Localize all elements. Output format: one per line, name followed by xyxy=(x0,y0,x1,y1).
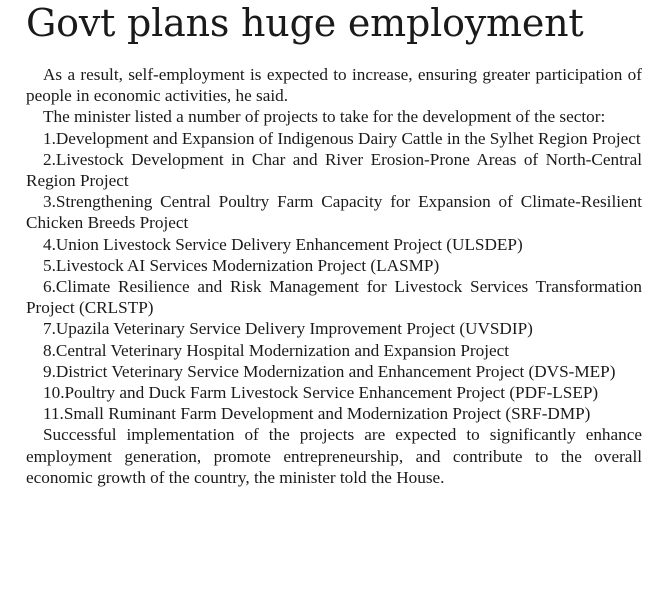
headline: Govt plans huge employment xyxy=(26,1,584,45)
project-item: 8.Central Veterinary Hospital Modernization and Expansion Project xyxy=(43,340,510,360)
project-item: 9.District Veterinary Service Modernization and Enhancement Project (DVS-MEP) xyxy=(43,361,616,381)
project-item: 1.Development and Expansion of Indigenous Dairy Cattle in the Sylhet Region Project xyxy=(43,128,641,148)
paragraph-conclusion: Successful implementation of the projects are expected to significantly enhance employment generation, promote entrepreneurship, and contribute to the overall economic growth of the country, the minister told the House. xyxy=(26,425,642,487)
project-item: 7.Upazila Veterinary Service Delivery Improvement Project (UVSDIP) xyxy=(43,319,533,339)
project-item: 10.Poultry and Duck Farm Livestock Service Enhancement Project (PDF-LSEP) xyxy=(43,383,599,403)
project-item: 4.Union Livestock Service Delivery Enhancement Project (ULSDEP) xyxy=(43,234,523,254)
project-item: 11.Small Ruminant Farm Development and Modernization Project (SRF-DMP) xyxy=(43,404,591,424)
project-item: 6.Climate Resilience and Risk Management for Livestock Services Transformation Project (CRLSTP) xyxy=(26,277,642,318)
article-body xyxy=(26,64,642,488)
project-item: 2.Livestock Development in Char and River Erosion-Prone Areas of North-Central Region Project xyxy=(26,149,642,191)
project-item: 3.Strengthening Central Poultry Farm Capacity for Expansion of Climate-Resilient Chicken Breeds Project xyxy=(26,192,642,233)
paragraph-projects-lead: The minister listed a number of projects to take for the development of the sector: xyxy=(43,107,606,127)
project-item: 5.Livestock AI Services Modernization Project (LASMP) xyxy=(43,255,440,275)
paragraph-intro: As a result, self-employment is expected to increase, ensuring greater participation of people in economic activities, he said. xyxy=(26,65,642,106)
